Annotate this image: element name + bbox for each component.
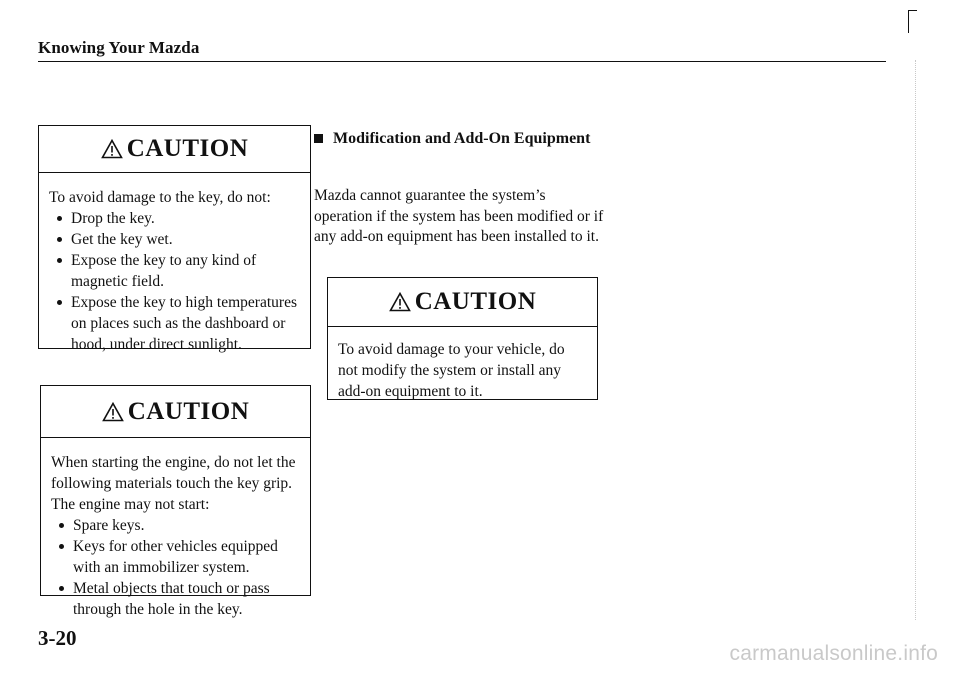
caution-intro: To avoid damage to your vehicle, do not modify the system or install any add-on equipment to it. [338,341,565,400]
caution-box-engine-start [40,385,311,618]
crop-mark [908,10,917,33]
caution-header [328,278,597,327]
caution-intro: When starting the engine, do not let the following materials touch the key grip. The engine may not start: [51,454,296,513]
list-item: Expose the key to high temperatures on places such as the dashboard or hood, under direct sunlight. [49,292,300,355]
caution-title: CAUTION [126,135,249,162]
list-item: Metal objects that touch or pass through the hole in the key. [51,578,300,620]
square-bullet-icon [314,134,323,143]
caution-list [51,515,300,620]
warning-triangle-icon [102,402,124,422]
caution-list [49,208,300,355]
list-item: Keys for other vehicles equipped with an immobilizer system. [51,536,300,578]
caution-header [41,386,310,438]
caution-intro: To avoid damage to the key, do not: [49,189,271,206]
page-number: 3-20 [38,626,77,650]
list-item: Drop the key. [49,208,300,229]
header-rule [38,61,886,62]
list-item: Spare keys. [51,515,300,536]
section-heading [314,129,594,149]
list-item: Expose the key to any kind of magnetic field. [49,250,300,292]
section-title: Modification and Add-On Equipment [333,130,591,147]
section-body: Mazda cannot guarantee the system’s operation if the system has been modified or if any add-on equipment has been installed to it. [314,187,604,245]
watermark: carmanualsonline.info [729,642,938,665]
caution-title: CAUTION [127,397,250,425]
caution-title: CAUTION [414,288,537,315]
warning-triangle-icon [389,292,411,312]
caution-box-key-damage [38,125,311,353]
page-header-title: Knowing Your Mazda [38,38,200,57]
warning-triangle-icon [101,139,123,159]
caution-header [39,126,310,173]
caution-box-modification [327,277,598,400]
list-item: Get the key wet. [49,229,300,250]
trim-line [915,60,916,620]
